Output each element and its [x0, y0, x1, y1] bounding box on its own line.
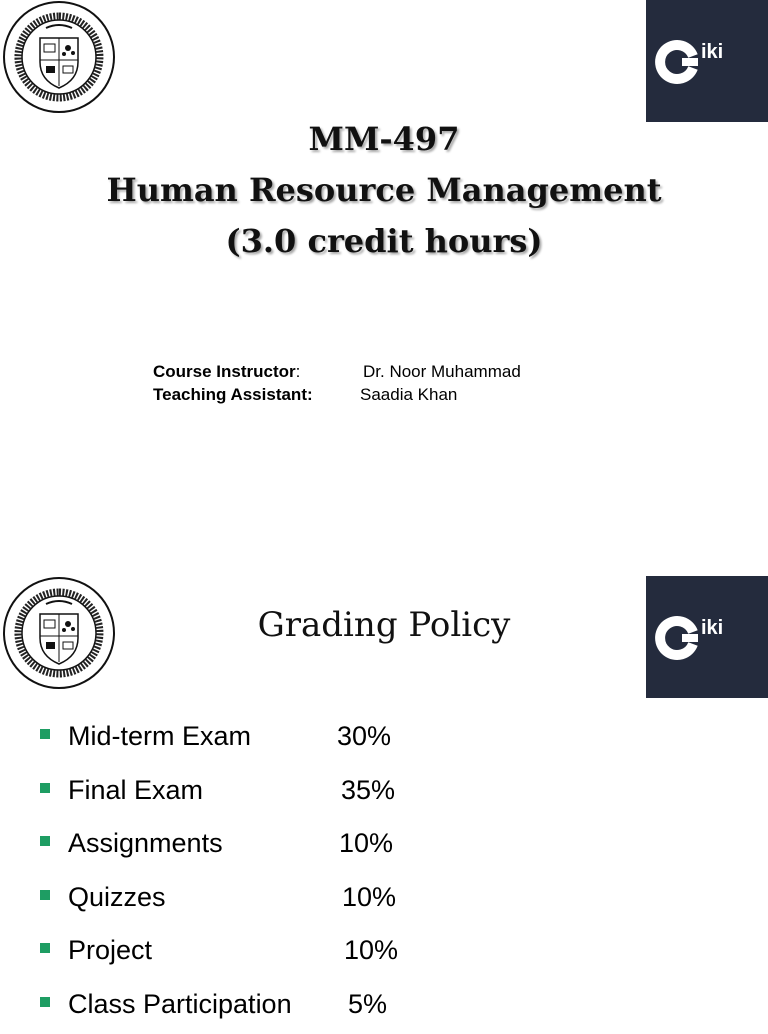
instructor-label: Course Instructor: [153, 362, 296, 381]
grade-label: Project: [68, 935, 153, 966]
grade-value: 10%: [342, 881, 397, 912]
grade-label: Mid-term Exam: [68, 721, 252, 751]
course-name: Human Resource Management: [106, 171, 662, 209]
course-code: MM-497: [308, 120, 460, 158]
giki-g-icon: [646, 0, 768, 122]
grading-policy-title: Grading Policy: [257, 605, 511, 645]
giki-logo-text: iki: [701, 41, 724, 63]
grade-value: 10%: [339, 828, 394, 859]
course-title: [0, 114, 768, 267]
grade-value: 35%: [341, 774, 396, 805]
instructor-sep: :: [295, 362, 301, 381]
square-bullet-icon: [40, 997, 50, 1007]
grade-value: 30%: [337, 721, 392, 751]
square-bullet-icon: [40, 836, 50, 846]
square-bullet-icon: [40, 783, 50, 793]
ta-label: Teaching Assistant:: [153, 385, 313, 404]
square-bullet-icon: [40, 943, 50, 953]
grade-label: Class Participation: [68, 988, 292, 1019]
giki-logo: [646, 0, 768, 122]
grade-value: 10%: [344, 935, 399, 966]
giki-logo-text: iki: [701, 617, 724, 639]
instructor-name: Dr. Noor Muhammad: [363, 362, 521, 381]
square-bullet-icon: [40, 890, 50, 900]
grade-label: Final Exam: [68, 774, 204, 805]
grade-value: 5%: [348, 988, 388, 1019]
square-bullet-icon: [40, 729, 50, 739]
grade-label: Assignments: [68, 828, 223, 859]
course-credits: (3.0 credit hours): [225, 222, 543, 260]
grade-label: Quizzes: [68, 881, 166, 912]
ta-name: Saadia Khan: [360, 385, 458, 404]
slide-title: [0, 0, 768, 512]
institute-seal-logo: [2, 0, 116, 114]
